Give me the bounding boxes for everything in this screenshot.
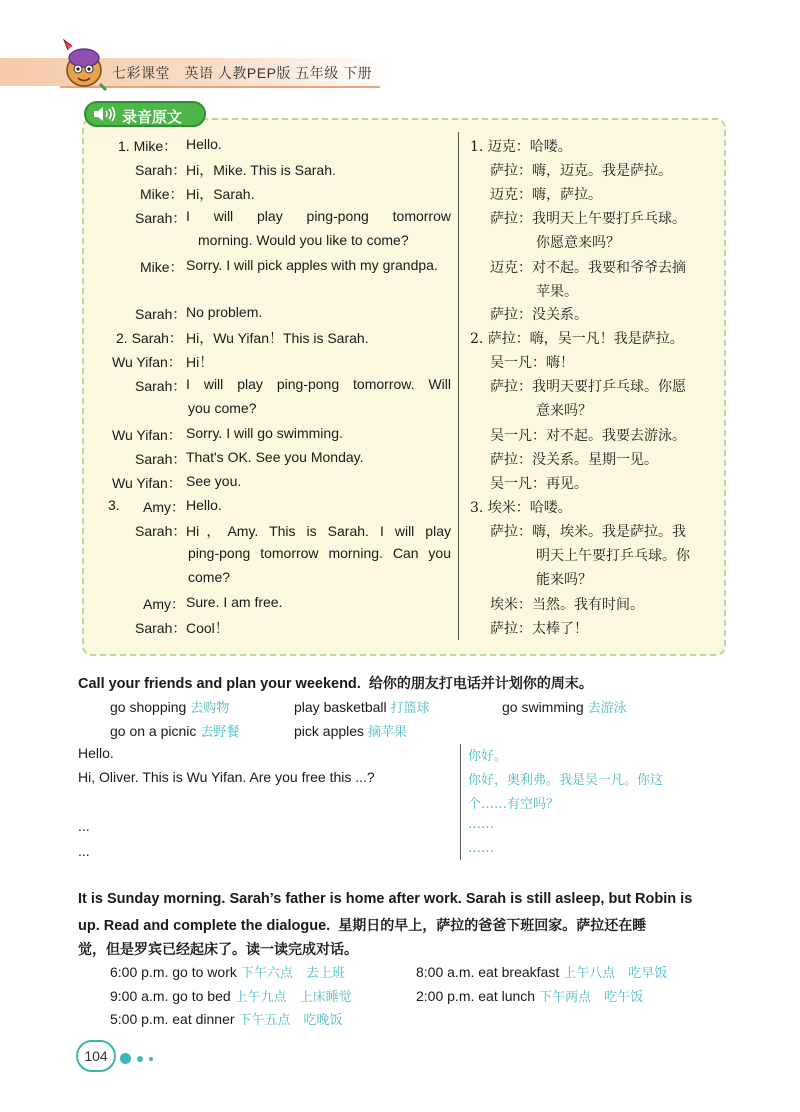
cn-line: 意来吗？: [536, 403, 592, 419]
cn-line: 2. 萨拉：嗨，吴一凡！我是萨拉。: [470, 331, 684, 347]
cn-line: 萨拉：我明天要打乒乓球。你愿: [490, 379, 686, 395]
phrase-en: go swimming: [502, 699, 584, 715]
speaker-label: Wu Yifan：: [112, 427, 182, 443]
cn-line: 埃米：当然。我有时间。: [490, 597, 644, 613]
dialogue-line: Sorry. I will pick apples with my grandpa.: [186, 257, 438, 273]
phrase-cn: 摘苹果: [368, 725, 408, 740]
speaker-label: Sarah：: [135, 378, 187, 394]
cn-line: 萨拉：没关系。星期一见。: [490, 452, 658, 468]
section3-intro-line2: [78, 915, 646, 935]
dialogue-line: Hello.: [186, 497, 222, 513]
decor-dot: [137, 1056, 143, 1062]
badge-label: 录音原文: [122, 109, 183, 126]
heading-en: Call your friends and plan your weekend.: [78, 676, 361, 692]
schedule-time: 6:00 p.m.: [110, 964, 169, 980]
phrase-cn: 去游泳: [587, 701, 627, 716]
schedule-activity: eat lunch: [478, 988, 536, 1004]
cn-line: 1. 迈克：哈喽。: [470, 139, 572, 155]
dialogue-line: Hi，Mike. This is Sarah.: [186, 162, 336, 178]
dialogue-line: Hi，Wu Yifan！This is Sarah.: [186, 330, 369, 346]
dialogue-line: Hi！: [186, 354, 214, 370]
speaker-label: Sarah：: [135, 620, 187, 636]
cn-line: 苹果。: [536, 284, 578, 300]
schedule-item: [416, 986, 643, 1005]
dialogue-divider: [460, 744, 461, 860]
schedule-time: 8:00 a.m.: [416, 964, 475, 980]
schedule-cn: 下午六点 去上班: [240, 966, 345, 981]
dialogue-line-cont: come?: [188, 569, 231, 585]
cn-line: 吴一凡：嗨！: [490, 355, 574, 371]
schedule-activity: eat breakfast: [478, 964, 560, 980]
dialogue-cn-line: ……: [468, 817, 494, 832]
schedule-cn: 下午两点 吃午饭: [539, 990, 644, 1005]
speaker-icon: [93, 106, 117, 122]
dialogue-line: That's OK. See you Monday.: [186, 449, 364, 465]
speaker-label: Amy：: [143, 499, 185, 515]
schedule-item: [416, 962, 667, 981]
item-number: 3.: [108, 497, 120, 513]
speaker-label: 2. Sarah：: [116, 330, 183, 346]
column-divider: [458, 132, 459, 640]
phrase-item: [110, 721, 239, 740]
cn-line: 你愿意来吗？: [536, 235, 620, 251]
speaker-label: Wu Yifan：: [112, 354, 182, 370]
speaker-label: Sarah：: [135, 451, 187, 467]
phrase-item: [294, 721, 407, 740]
cn-line: 萨拉：嗨，埃米。我是萨拉。我: [490, 524, 686, 540]
dialogue-line: Hi，Sarah.: [186, 186, 255, 202]
phrase-en: go on a picnic: [110, 723, 197, 739]
phrase-en: go shopping: [110, 699, 187, 715]
cn-line: 3. 埃米：哈喽。: [470, 500, 572, 516]
cn-line: 迈克：嗨，萨拉。: [490, 187, 602, 203]
dialogue-line-cont: morning. Would you like to come?: [198, 232, 409, 248]
cn-line: 萨拉：嗨，迈克。我是萨拉。: [490, 163, 672, 179]
cn-line: 明天上午要打乒乓球。你: [536, 548, 690, 564]
schedule-time: 5:00 p.m.: [110, 1011, 169, 1027]
speaker-label: Amy：: [143, 596, 185, 612]
schedule-item: [110, 962, 345, 981]
heading-cn: 给你的朋友打电话并计划你的周末。: [368, 676, 593, 692]
dialogue-cn-line: 你好，奥利弗。我是吴一凡。你这: [468, 773, 664, 788]
dialogue-line: Sorry. I will go swimming.: [186, 425, 343, 441]
phrase-cn: 打篮球: [390, 701, 430, 716]
schedule-activity: go to work: [172, 964, 237, 980]
dialogue-en-line: ...: [78, 843, 90, 859]
dialogue-cn-line: 你好。: [468, 749, 508, 764]
dialogue-en-line: ...: [78, 818, 90, 834]
schedule-item: [110, 986, 352, 1005]
section3-intro-line1: It is Sunday morning. Sarah’s father is home after work. Sarah is still asleep, but Robin is: [78, 891, 693, 907]
dialogue-cn-line: ……: [468, 841, 494, 856]
schedule-cn: 上午八点 吃早饭: [563, 966, 668, 981]
decor-dot: [149, 1057, 153, 1061]
phrase-en: play basketball: [294, 699, 387, 715]
intro-cn: 星期日的早上，萨拉的爸爸下班回家。萨拉还在睡: [338, 918, 647, 934]
phrase-item: [502, 697, 627, 716]
cn-line: 迈克：对不起。我要和爷爷去摘: [490, 260, 686, 276]
dialogue-en-line: Hi, Oliver. This is Wu Yifan. Are you free this ...?: [78, 769, 375, 785]
mascot-icon: [56, 38, 110, 92]
intro-en: up. Read and complete the dialogue.: [78, 918, 331, 934]
dialogue-line: I will play ping-pong tomorrow: [186, 208, 451, 224]
phrase-en: pick apples: [294, 723, 365, 739]
dialogue-line: See you.: [186, 473, 242, 489]
schedule-cn: 下午五点 吃晚饭: [238, 1013, 343, 1028]
dialogue-line: Cool！: [186, 620, 229, 636]
header-title: 七彩课堂 英语 人教PEP版 五年级 下册: [112, 65, 373, 81]
schedule-activity: eat dinner: [172, 1011, 235, 1027]
section3-intro-line3: 觉，但是罗宾已经起床了。读一读完成对话。: [78, 942, 358, 958]
page-number: 104: [76, 1040, 116, 1072]
cn-line: 吴一凡：对不起。我要去游泳。: [490, 428, 686, 444]
dialogue-line-cont: you come?: [188, 400, 257, 416]
speaker-label: Sarah：: [135, 523, 187, 539]
dialogue-line: Hi，Amy. This is Sarah. I will play: [186, 523, 451, 539]
schedule-cn: 上午九点 上床睡觉: [234, 990, 352, 1005]
audio-transcript-badge: [84, 101, 206, 127]
dialogue-line: Hello.: [186, 136, 222, 152]
dialogue-line: I will play ping-pong tomorrow. Will: [186, 376, 451, 392]
phrase-cn: 去购物: [190, 701, 230, 716]
schedule-time: 2:00 p.m.: [416, 988, 475, 1004]
cn-line: 萨拉：没关系。: [490, 307, 588, 323]
phrase-item: [110, 697, 229, 716]
cn-line: 吴一凡：再见。: [490, 476, 588, 492]
schedule-time: 9:00 a.m.: [110, 988, 169, 1004]
speaker-label: Sarah：: [135, 306, 187, 322]
dialogue-cn-line: 个……有空吗？: [468, 797, 560, 812]
section-heading-plan-weekend: [78, 673, 593, 693]
cn-line: 萨拉：我明天上午要打乒乓球。: [490, 211, 686, 227]
speaker-label: Sarah：: [135, 210, 187, 226]
speaker-label: Wu Yifan：: [112, 475, 182, 491]
schedule-item: [110, 1009, 343, 1028]
speaker-label: 1. Mike：: [118, 138, 178, 154]
schedule-activity: go to bed: [172, 988, 231, 1004]
phrase-cn: 去野餐: [200, 725, 240, 740]
speaker-label: Sarah：: [135, 162, 187, 178]
dialogue-line-cont: ping-pong tomorrow morning. Can you: [188, 545, 451, 561]
cn-line: 萨拉：太棒了！: [490, 621, 588, 637]
cn-line: 能来吗？: [536, 572, 592, 588]
decor-dot: [120, 1053, 131, 1064]
speaker-label: Mike：: [140, 186, 184, 202]
speaker-label: Mike：: [140, 259, 184, 275]
dialogue-en-line: Hello.: [78, 745, 114, 761]
dialogue-line: No problem.: [186, 304, 263, 320]
dialogue-line: Sure. I am free.: [186, 594, 283, 610]
phrase-item: [294, 697, 430, 716]
